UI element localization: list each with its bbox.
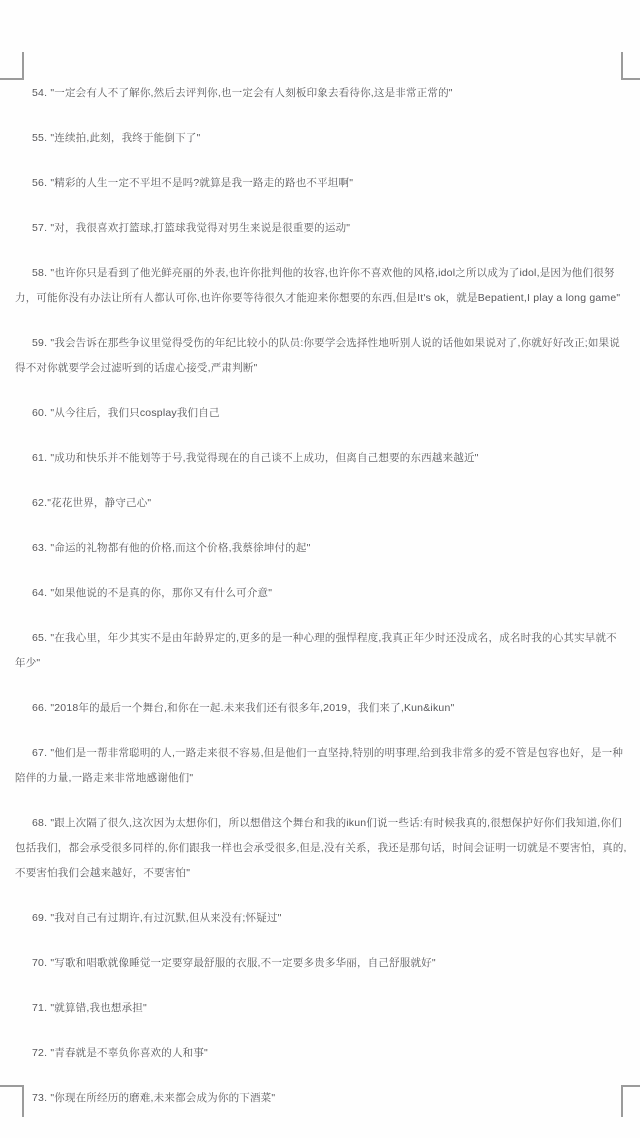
quote-text: "我会告诉在那些争议里觉得受伤的年纪比较小的队员:你要学会选择性地听别人说的话他如果说对了,你就好好改正;如果说得不对你就要学会过滤听到的话虚心接受,严肃判断" (15, 337, 621, 374)
quote-text: "他们是一帮非常聪明的人,一路走来很不容易,但是他们一直坚持,特别的明事理,给到我非常多的爱不管是包容也好，是一种陪伴的力量,一路走来非常地感谢他们" (15, 747, 624, 784)
quote-number: 55. (32, 132, 51, 144)
quote-number: 65. (32, 632, 51, 644)
quote-list (15, 81, 627, 1131)
quote-text: "连续拍,此刻，我终于能倒下了" (50, 132, 201, 144)
quote-item (15, 216, 627, 241)
quote-item (15, 261, 627, 311)
quote-number: 57. (32, 222, 51, 234)
quote-item (15, 951, 627, 976)
quote-item (15, 171, 627, 196)
quote-number: 64. (32, 587, 51, 599)
quote-text: "精彩的人生一定不平坦不是吗?就算是我一路走的路也不平坦啊" (50, 177, 354, 189)
quote-number: 69. (32, 912, 51, 924)
quote-text: "一定会有人不了解你,然后去评判你,也一定会有人刻板印象去看待你,这是非常正常的" (50, 87, 453, 99)
quote-text: "2018年的最后一个舞台,和你在一起.未来我们还有很多年,2019，我们来了,Kun&ikun" (50, 702, 455, 714)
quote-text: "就算错,我也想承担" (50, 1002, 147, 1014)
quote-number: 56. (32, 177, 51, 189)
quote-item (15, 491, 627, 516)
quote-item (15, 446, 627, 471)
quote-number: 68. (32, 817, 51, 829)
quote-number: 66. (32, 702, 51, 714)
quote-text: "成功和快乐并不能划等于号,我觉得现在的自己谈不上成功，但离自己想要的东西越来越近" (50, 452, 479, 464)
quote-item (15, 331, 627, 381)
quote-text: "青春就是不辜负你喜欢的人和事" (50, 1047, 208, 1059)
quote-item (15, 1086, 627, 1111)
quote-number: 71. (32, 1002, 51, 1014)
quote-item (15, 996, 627, 1021)
quote-number: 60. (32, 407, 51, 419)
quote-text: "跟上次隔了很久,这次因为太想你们，所以想借这个舞台和我的ikun们说一些话:有时候我真的,很想保护好你们我知道,你们包括我们，都会承受很多同样的,你们跟我一样也会承受很多,但是,没有关系，我还是那句话，时间会证明一切就是不要害怕，真的,不要害怕我们会越来越好，不要害怕" (15, 817, 627, 879)
quote-text: "你现在所经历的磨难,未来都会成为你的下酒菜" (50, 1092, 276, 1104)
quote-item (15, 581, 627, 606)
quote-item (15, 126, 627, 151)
quote-number: 73. (32, 1092, 51, 1104)
quote-item (15, 1041, 627, 1066)
quote-text: "对，我很喜欢打篮球,打篮球我觉得对男生来说是很重要的运动" (50, 222, 351, 234)
quote-number: 54. (32, 87, 51, 99)
quote-number: 63. (32, 542, 51, 554)
quote-item (15, 741, 627, 791)
quote-number: 59. (32, 337, 51, 349)
quote-text: "如果他说的不是真的你，那你又有什么可介意" (50, 587, 273, 599)
quote-item (15, 401, 627, 426)
quote-text: "在我心里，年少其实不是由年龄界定的,更多的是一种心理的强悍程度,我真正年少时还没成名，成名时我的心其实早就不年少" (15, 632, 617, 669)
quote-item (15, 906, 627, 931)
quote-text: "命运的礼物都有他的价格,而这个价格,我蔡徐坤付的起" (50, 542, 311, 554)
quote-number: 58. (32, 267, 51, 279)
crop-corner-top-left-icon (0, 52, 24, 80)
quote-number: 72. (32, 1047, 51, 1059)
crop-corner-top-right-icon (621, 52, 640, 80)
quote-number: 67. (32, 747, 51, 759)
quote-text: "从今往后，我们只cosplay我们自己 (50, 407, 220, 419)
quote-number: 61. (32, 452, 51, 464)
quote-number: 62. (32, 497, 48, 509)
quote-item (15, 81, 627, 106)
quote-number: 70. (32, 957, 51, 969)
quote-text: "我对自己有过期许,有过沉默,但从来没有;怀疑过" (50, 912, 282, 924)
quote-item (15, 536, 627, 561)
quote-item (15, 696, 627, 721)
quote-item (15, 626, 627, 676)
quote-item (15, 811, 627, 886)
quote-text: "花花世界，静守己心" (47, 497, 152, 509)
quote-text: "也许你只是看到了他光鲜亮丽的外表,也许你批判他的妆容,也许你不喜欢他的风格,idol之所以成为了idol,是因为他们很努力，可能你没有办法让所有人都认可你,也许你要等待很久才能迎来你想要的东西,但是It's ok，就是Bepatient,I play a long game" (15, 267, 621, 304)
quote-text: "写歌和唱歌就像睡觉一定要穿最舒服的衣服,不一定要多贵多华丽，自己舒服就好" (50, 957, 436, 969)
